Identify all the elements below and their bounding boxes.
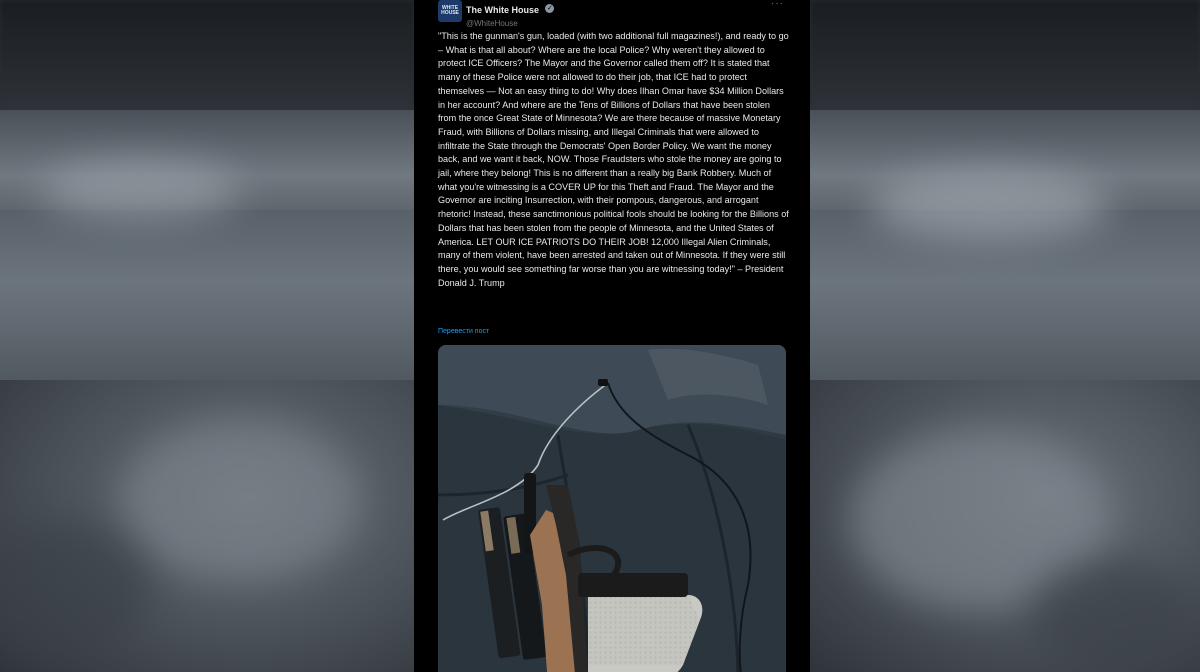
- more-options-icon[interactable]: ···: [771, 0, 784, 9]
- author-name[interactable]: The White House: [466, 5, 540, 15]
- background-blur-right: [810, 0, 1200, 672]
- handgun-photo-icon: [438, 345, 786, 672]
- verified-badge-icon: ✓: [547, 5, 553, 13]
- post-text: "This is the gunman's gun, loaded (with two additional full magazines!), and ready to go – What is that all about? Where are the local Police? Why weren't they allowed to protect ICE Officers? The Mayor and the Governor called them off? It is stated that many of these Police were not allowed to do their job, that ICE had to protect themselves — Not an easy thing to do! Why does Ilhan Omar have $34 Million Dollars in her account? And where are the Tens of Billions of Dollars that have been stolen from the once Great State of Minnesota? We are there because of massive Monetary Fraud, with Billions of Dollars missing, and Illegal Criminals that were allowed to infiltrate the State through the Democrats' Open Border Policy. We want the money back, and we want it back, NOW. Those Fraudsters who stole the money are going to jail, where they belong! This is no different than a really big Bank Robbery. Much of what you're witnessing is a COVER UP for this Theft and Fraud. The Mayor and the Governor are inciting Insurrection, with their pompous, dangerous, and arrogant rhetoric! Instead, these sanctimonious political fools should be looking for the Billions of Dollars that has been stolen from the people of Minnesota, and the United States of America. LET OUR ICE PATRIOTS DO THEIR JOB! 12,000 Illegal Alien Criminals, many of them violent, have been arrested and taken out of Minnesota. If they were still there, you would see something far worse than you are witnessing today!" – President Donald J. Trump: [438, 31, 792, 288]
- post-photo[interactable]: [438, 345, 786, 672]
- translate-post-link[interactable]: Перевести пост: [438, 328, 490, 335]
- background-blur-left: [0, 0, 414, 672]
- avatar-label: WHITE HOUSE: [441, 5, 459, 16]
- avatar[interactable]: [438, 0, 462, 22]
- post-card: [414, 0, 810, 672]
- author-block[interactable]: [466, 0, 554, 28]
- post-header: [438, 0, 794, 30]
- author-handle[interactable]: @WhiteHouse: [466, 19, 518, 28]
